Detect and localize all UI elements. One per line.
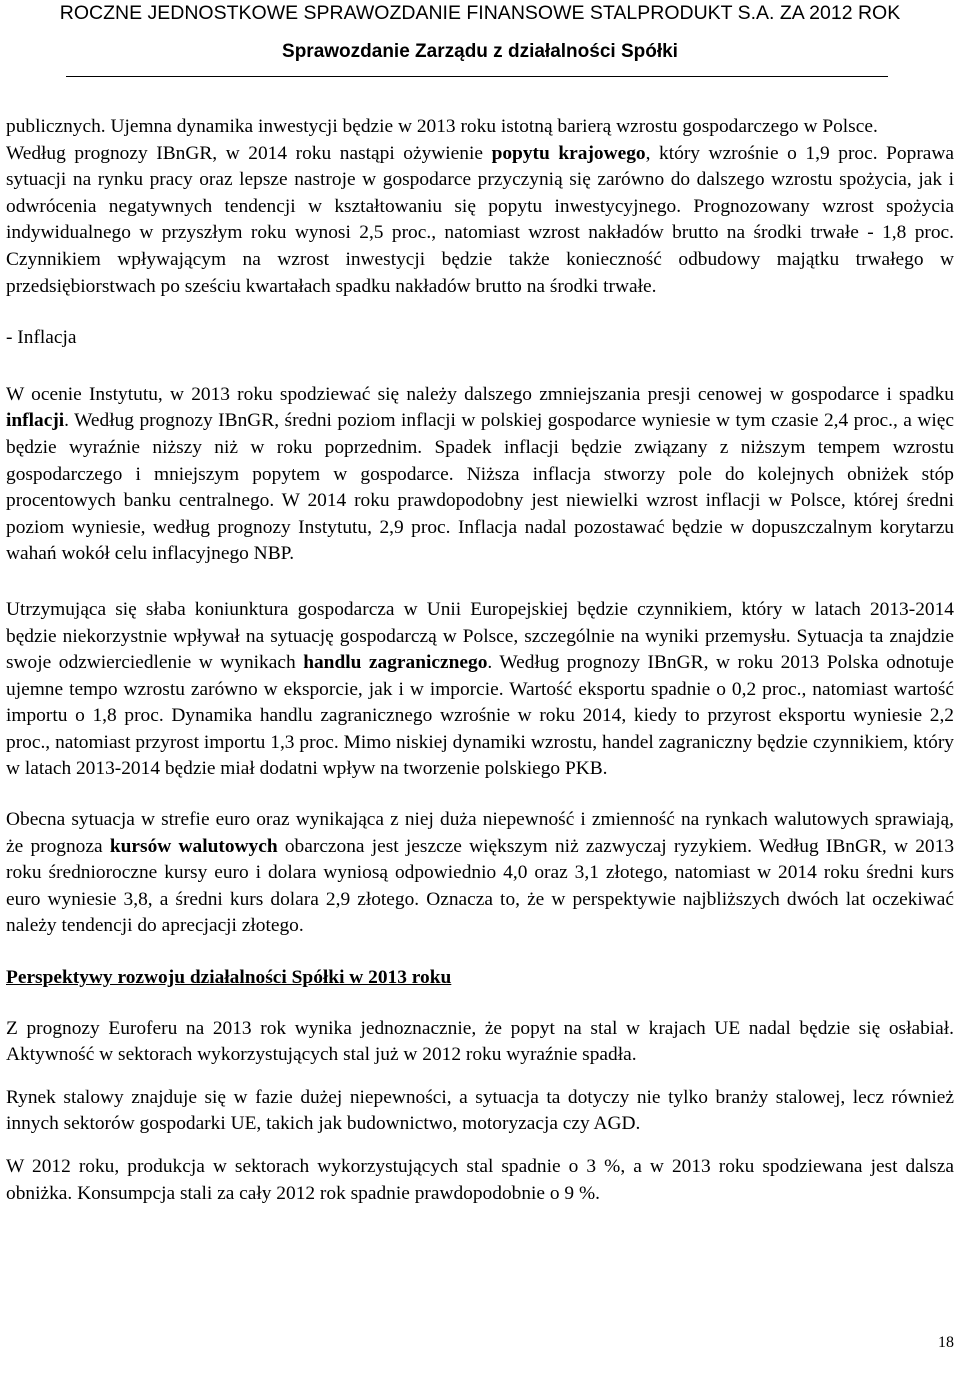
paragraph-exchange-rates: [6, 807, 954, 940]
text-run: W ocenie Instytutu, w 2013 roku spodziewać się należy dalszego zmniejszania presji cenowej w gospodarce i spadku: [6, 383, 954, 405]
bold-term-inflation: inflacji: [6, 410, 65, 432]
bold-term-domestic-demand: popytu krajowego: [491, 142, 646, 164]
paragraph-foreign-trade: [6, 597, 954, 783]
text-run: . Według prognozy IBnGR, średni poziom inflacji w polskiej gospodarce wyniesie w tym czasie 2,4 proc., a więc będzie wyraźnie niższy niż w roku poprzednim. Spadek inflacji będzie związany z niższym tempem wzrostu gospodarczego i mniejszym popytem w gospodarce. Niższa inflacja stworzy pole do kolejnych obniżek stóp procentowych banku centralnego. W 2014 roku prawdopodobny jest niewielki wzrost inflacji w Polsce, której średni poziom wyniesie, według prognozy Instytutu, 2,9 proc. Inflacja nadal pozostawać będzie w dopuszczalnym korytarzu wahań wokół celu inflacyjnego NBP.: [6, 410, 954, 565]
text-run: Według prognozy IBnGR, w 2014 roku nastąpi ożywienie: [6, 142, 492, 164]
report-subtitle: Sprawozdanie Zarządu z działalności Spółki: [282, 41, 678, 62]
section-label-inflation: - Inflacja: [6, 327, 77, 349]
text-run: publicznych. Ujemna dynamika inwestycji będzie w 2013 roku istotną barierą wzrostu gospodarczego w Polsce.: [6, 116, 878, 137]
header-rule: [66, 76, 888, 77]
page-content: [6, 114, 954, 1207]
paragraph-investment: [6, 114, 954, 141]
page-number: 18: [938, 1334, 954, 1351]
report-title: ROCZNE JEDNOSTKOWE SPRAWOZDANIE FINANSOWE STALPRODUKT S.A. ZA 2012 ROK: [59, 2, 901, 24]
text-run: obarczona jest jeszcze większym niż zazwyczaj ryzykiem. Według IBnGR, w 2013 roku średnioroczne kursy euro i dolara wyniosą odpowiednio 4,0 oraz 3,1 złotego, natomiast w 2014 roku średni kurs euro wyniesie 3,8, a średni kurs dolara 2,9 złotego. Oznacza to, że w perspektywie najbliższych dwóch lat oczekiwać należy tendencji do aprecjacji złotego.: [6, 835, 955, 937]
text-run: Obecna sytuacja w strefie euro oraz wynikająca z niej duża niepewność i zmienność na rynkach walutowych sprawiają, że prognoza: [6, 809, 954, 857]
bold-term-foreign-trade: handlu zagranicznego: [303, 652, 488, 674]
text-run: , który wzrośnie o 1,9 proc. Poprawa sytuacji na rynku pracy oraz lepsze nastroje w gospodarce przyczynią się zarówno do dalszego wzrostu spożycia, jak i odwrócenia negatywnych tendencji w kształtowaniu się popytu inwestycyjnego. Prognozowany wzrost spożycia indywidualnego w przyszłym roku wynosi 2,5 proc., natomiast wzrost nakładów brutto na środki trwałe - 1,8 proc. Czynnikiem wpływającym na wzrost inwestycji będzie także konieczność odbudowy majątku trwałego w przedsiębiorstwach po sześciu kwartałach spadku nakładów brutto na środki trwałe.: [6, 142, 954, 297]
text-run: . Według prognozy IBnGR, w roku 2013 Polska odnotuje ujemne tempo wzrostu zarówno w eksporcie, jak i w imporcie. Wartość eksportu spadnie o 0,2 proc., natomiast wartość importu o 1,8 proc. Dynamika handlu zagranicznego wzrośnie w roku 2014, kiedy to przyrost eksportu wyniesie 2,2 proc., natomiast przyrost importu 1,3 proc. Mimo niskiej dynamiki wzrostu, handel zagraniczny będzie czynnikiem, który w latach 2013-2014 będzie miał dodatni wpływ na tworzenie polskiego PKB.: [6, 652, 954, 780]
section-heading: Perspektywy rozwoju działalności Spółki w 2013 roku: [6, 967, 452, 989]
bold-term-exchange-rates: kursów walutowych: [109, 835, 278, 857]
paragraph-eurofer: Z prognozy Euroferu na 2013 rok wynika jednoznacznie, że popyt na stal w krajach UE nadal będzie się osłabiał. Aktywność w sektorach wykorzystujących stal już w 2012 roku wyraźnie spadła.: [6, 1017, 954, 1066]
paragraph-production: W 2012 roku, produkcja w sektorach wykorzystujących stal spadnie o 3 %, a w 2013 roku spodziewana jest dalsza obniżka. Konsumpcja stali za cały 2012 rok spadnie prawdopodobnie o 9 %.: [6, 1156, 954, 1204]
paragraph-domestic-demand: [6, 141, 954, 301]
paragraph-steel-market: Rynek stalowy znajduje się w fazie dużej niepewności, a sytuacja ta dotyczy nie tylko branży stalowej, lecz również innych sektorów gospodarki UE, takich jak budownictwo, motoryzacja czy AGD.: [6, 1086, 954, 1135]
text-run: Utrzymująca się słaba koniunktura gospodarcza w Unii Europejskiej będzie czynnikiem, który w latach 2013-2014 będzie niekorzystnie wpływał na sytuację gospodarczą w Polsce, szczególnie na wyniki przemysłu. Sytuacja ta znajdzie swoje odzwierciedlenie w wynikach: [6, 598, 954, 674]
paragraph-inflation: [6, 382, 954, 568]
